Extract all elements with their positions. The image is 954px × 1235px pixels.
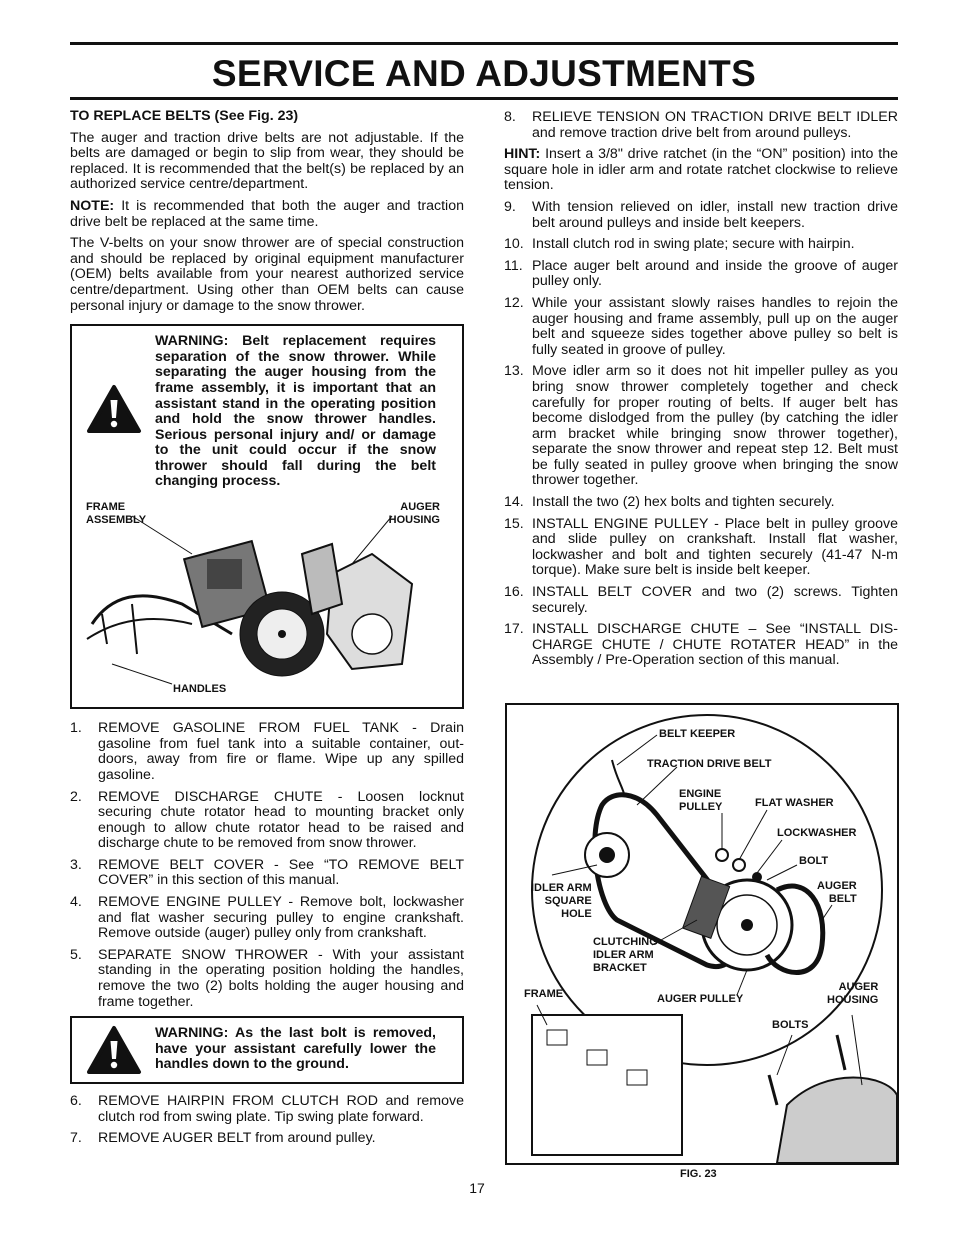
page-title: SERVICE AND ADJUSTMENTS — [211, 53, 757, 94]
step-text: REMOVE ENGINE PULLEY - Remove bolt, lockwasher and flat washer securing pulley to engine crankshaft. Remove outside (auger) pulley only from crankshaft. — [98, 894, 464, 942]
step-number: 14. — [504, 494, 524, 511]
list-item — [504, 237, 898, 253]
top-rule — [70, 42, 898, 45]
step-number: 16. — [504, 584, 524, 601]
note-paragraph — [70, 199, 464, 230]
hint-text: Insert a 3/8" drive ratchet (in the “ON” position) into the square hole in idler arm and rotate ratchet clockwise to relieve tension. — [504, 146, 898, 194]
warning-box-belt-replacement — [70, 324, 464, 709]
list-item — [70, 790, 464, 852]
list-item — [504, 517, 898, 579]
flat-washer-label: FLAT WASHER — [755, 797, 834, 809]
steps-list-1 — [70, 721, 464, 1010]
warning-text-belt-replacement: WARNING: Belt replacement requires separation of the snow thrower. While separating the auger housing from the frame assembly, it is important that an assistant stand in the operating position and hold the snow thrower handles. Serious personal injury and/ or damage to the unit could occur if the snow thrower should fall during the belt changing process. — [155, 333, 436, 490]
note-text: It is recommended that both the auger and traction drive belt be replaced at the same time. — [70, 197, 464, 230]
list-item — [70, 721, 464, 783]
step-number: 5. — [70, 946, 82, 963]
hint-label: HINT: — [504, 146, 541, 163]
figure-23-box — [505, 703, 899, 1165]
step-text: Move idler arm so it does not hit impeller pulley as you bring snow thrower completely together and check carefully for proper routing of belts. If auger belt has become dislodged from the pulley (by catching the idler arm bracket while bringing snow thrower together), separate the snow thrower and repeat step 12. Belt must be fully seated in pulley groove when bringing the snow thrower together. — [532, 363, 898, 489]
step-text: REMOVE DISCHARGE CHUTE - Loosen locknut securing chute rotator head to mounting bracket only enough to allow chute rotator head to be raised and discharge chute to be removed from snow thrower. — [98, 788, 464, 852]
left-column — [70, 109, 464, 1153]
step-text: INSTALL DISCHARGE CHUTE – See “INSTALL DIS-CHARGE CHUTE / CHUTE ROTATER HEAD” in the Assembly / Pre-Operation section of this manual. — [532, 621, 898, 669]
warning-text-last-bolt: WARNING: As the last bolt is removed, have your assistant carefully lower the handles down to the ground. — [155, 1025, 436, 1073]
belt-routing-illustration — [507, 705, 897, 1163]
idler-arm-square-hole-label: IDLER ARM SQUARE HOLE — [531, 882, 592, 920]
list-item — [70, 1131, 464, 1147]
step-text: INSTALL BELT COVER and two (2) screws. Tighten securely. — [532, 584, 898, 616]
step-number: 8. — [504, 109, 516, 125]
step-number: 11. — [504, 257, 523, 274]
step-text: While your assistant slowly raises handles to rejoin the auger housing and frame assembly, pull up on the auger belt and squeeze sides together above pulley so belt is fully seated in groove of pulley. — [532, 294, 898, 358]
hint-paragraph — [504, 147, 898, 194]
step-number: 9. — [504, 198, 516, 215]
bolt-label: BOLT — [799, 855, 829, 867]
bolts-label: BOLTS — [772, 1019, 809, 1031]
note-label: NOTE: — [70, 197, 115, 214]
step-number: 10. — [504, 236, 524, 253]
belt-keeper-label: BELT KEEPER — [659, 728, 736, 740]
warning-triangle-icon — [86, 384, 142, 434]
step-text: RELIEVE TENSION ON TRACTION DRIVE BELT IDLER and remove traction drive belt from around pulleys. — [532, 109, 898, 141]
auger-housing-label: AUGER HOUSING — [827, 981, 879, 1006]
step-text: REMOVE AUGER BELT from around pulley. — [98, 1130, 376, 1147]
step-text: With tension relieved on idler, install new traction drive belt around pulleys and inside belt keepers. — [532, 198, 898, 231]
right-column — [504, 110, 898, 675]
list-item — [70, 895, 464, 942]
handles-label: HANDLES — [173, 683, 227, 696]
list-item — [70, 858, 464, 889]
steps-list-2 — [70, 1094, 464, 1147]
list-item — [70, 1094, 464, 1125]
step-text: REMOVE BELT COVER - See “TO REMOVE BELT COVER” in this section of this manual. — [98, 856, 464, 889]
frame-assembly-label: FRAME ASSEMBLY — [86, 501, 147, 527]
step-text: Install the two (2) hex bolts and tighten securely. — [532, 494, 835, 511]
step-number: 2. — [70, 788, 82, 805]
step-text: SEPARATE SNOW THROWER - With your assistant standing in the operating position holding the handles, remove the two (2) bolts holding the auger housing and frame together. — [98, 946, 464, 1010]
figure-caption: FIG. 23 — [680, 1168, 717, 1180]
engine-pulley-label: ENGINE PULLEY — [679, 788, 723, 813]
step-number: 4. — [70, 894, 82, 911]
list-item — [504, 495, 898, 511]
warning-triangle-icon — [86, 1025, 142, 1075]
warning-box-last-bolt — [70, 1016, 464, 1084]
title-underline — [70, 97, 898, 100]
list-item — [504, 585, 898, 616]
step-number: 17. — [504, 621, 524, 638]
list-item — [504, 296, 898, 358]
vbelt-paragraph: The V-belts on your snow thrower are of special construction and should be replaced by original equipment manufacturer (OEM) belts available from your nearest authorized service centre/department. Using other than OEM belts can cause personal injury or damage to the snow thrower. — [70, 235, 464, 314]
step-text: REMOVE GASOLINE FROM FUEL TANK - Drain gasoline from fuel tank into a suitable container, out-doors, away from fire or flame. Wipe up any spilled gasoline. — [98, 720, 464, 783]
step-text: INSTALL ENGINE PULLEY - Place belt in pulley groove and slide pulley on crankshaft. Install flat washer, lockwasher and bolt and tighten securely (41-47 N-m torque). Make sure belt is inside belt keeper. — [532, 515, 898, 579]
list-item — [504, 110, 898, 141]
list-item — [504, 200, 898, 231]
step-number: 12. — [504, 294, 524, 311]
lockwasher-label: LOCKWASHER — [777, 827, 857, 839]
section-heading: TO REPLACE BELTS (See Fig. 23) — [70, 108, 299, 124]
step-text: Install clutch rod in swing plate; secure with hairpin. — [532, 236, 855, 253]
step-text: Place auger belt around and inside the groove of auger pulley only. — [532, 257, 898, 290]
auger-housing-label: AUGER HOUSING — [388, 501, 440, 527]
step-number: 13. — [504, 363, 524, 380]
step-number: 3. — [70, 856, 82, 873]
list-item — [504, 259, 898, 290]
list-item — [504, 364, 898, 489]
frame-label: FRAME — [524, 988, 564, 1000]
steps-list-right — [504, 200, 898, 669]
step-number: 6. — [70, 1093, 82, 1110]
step-number: 1. — [70, 720, 82, 737]
auger-pulley-label: AUGER PULLEY — [657, 993, 744, 1005]
step-number: 7. — [70, 1130, 82, 1147]
auger-belt-label: AUGER BELT — [817, 880, 857, 905]
page-number: 17 — [469, 1180, 485, 1196]
clutching-idler-arm-bracket-label: CLUTCHING IDLER ARM BRACKET — [593, 936, 658, 974]
traction-drive-belt-label: TRACTION DRIVE BELT — [647, 758, 772, 770]
intro-paragraph: The auger and traction drive belts are not adjustable. If the belts are damaged or begin to slip from wear, they should be replaced. It is recommended that the belt(s) be replaced by an authorized service centre/department. — [70, 129, 464, 193]
step-number: 15. — [504, 515, 524, 532]
list-item — [70, 948, 464, 1010]
step-text: REMOVE HAIRPIN FROM CLUTCH ROD and remove clutch rod from swing plate. Tip swing plate forward. — [98, 1093, 464, 1125]
list-item — [504, 622, 898, 669]
